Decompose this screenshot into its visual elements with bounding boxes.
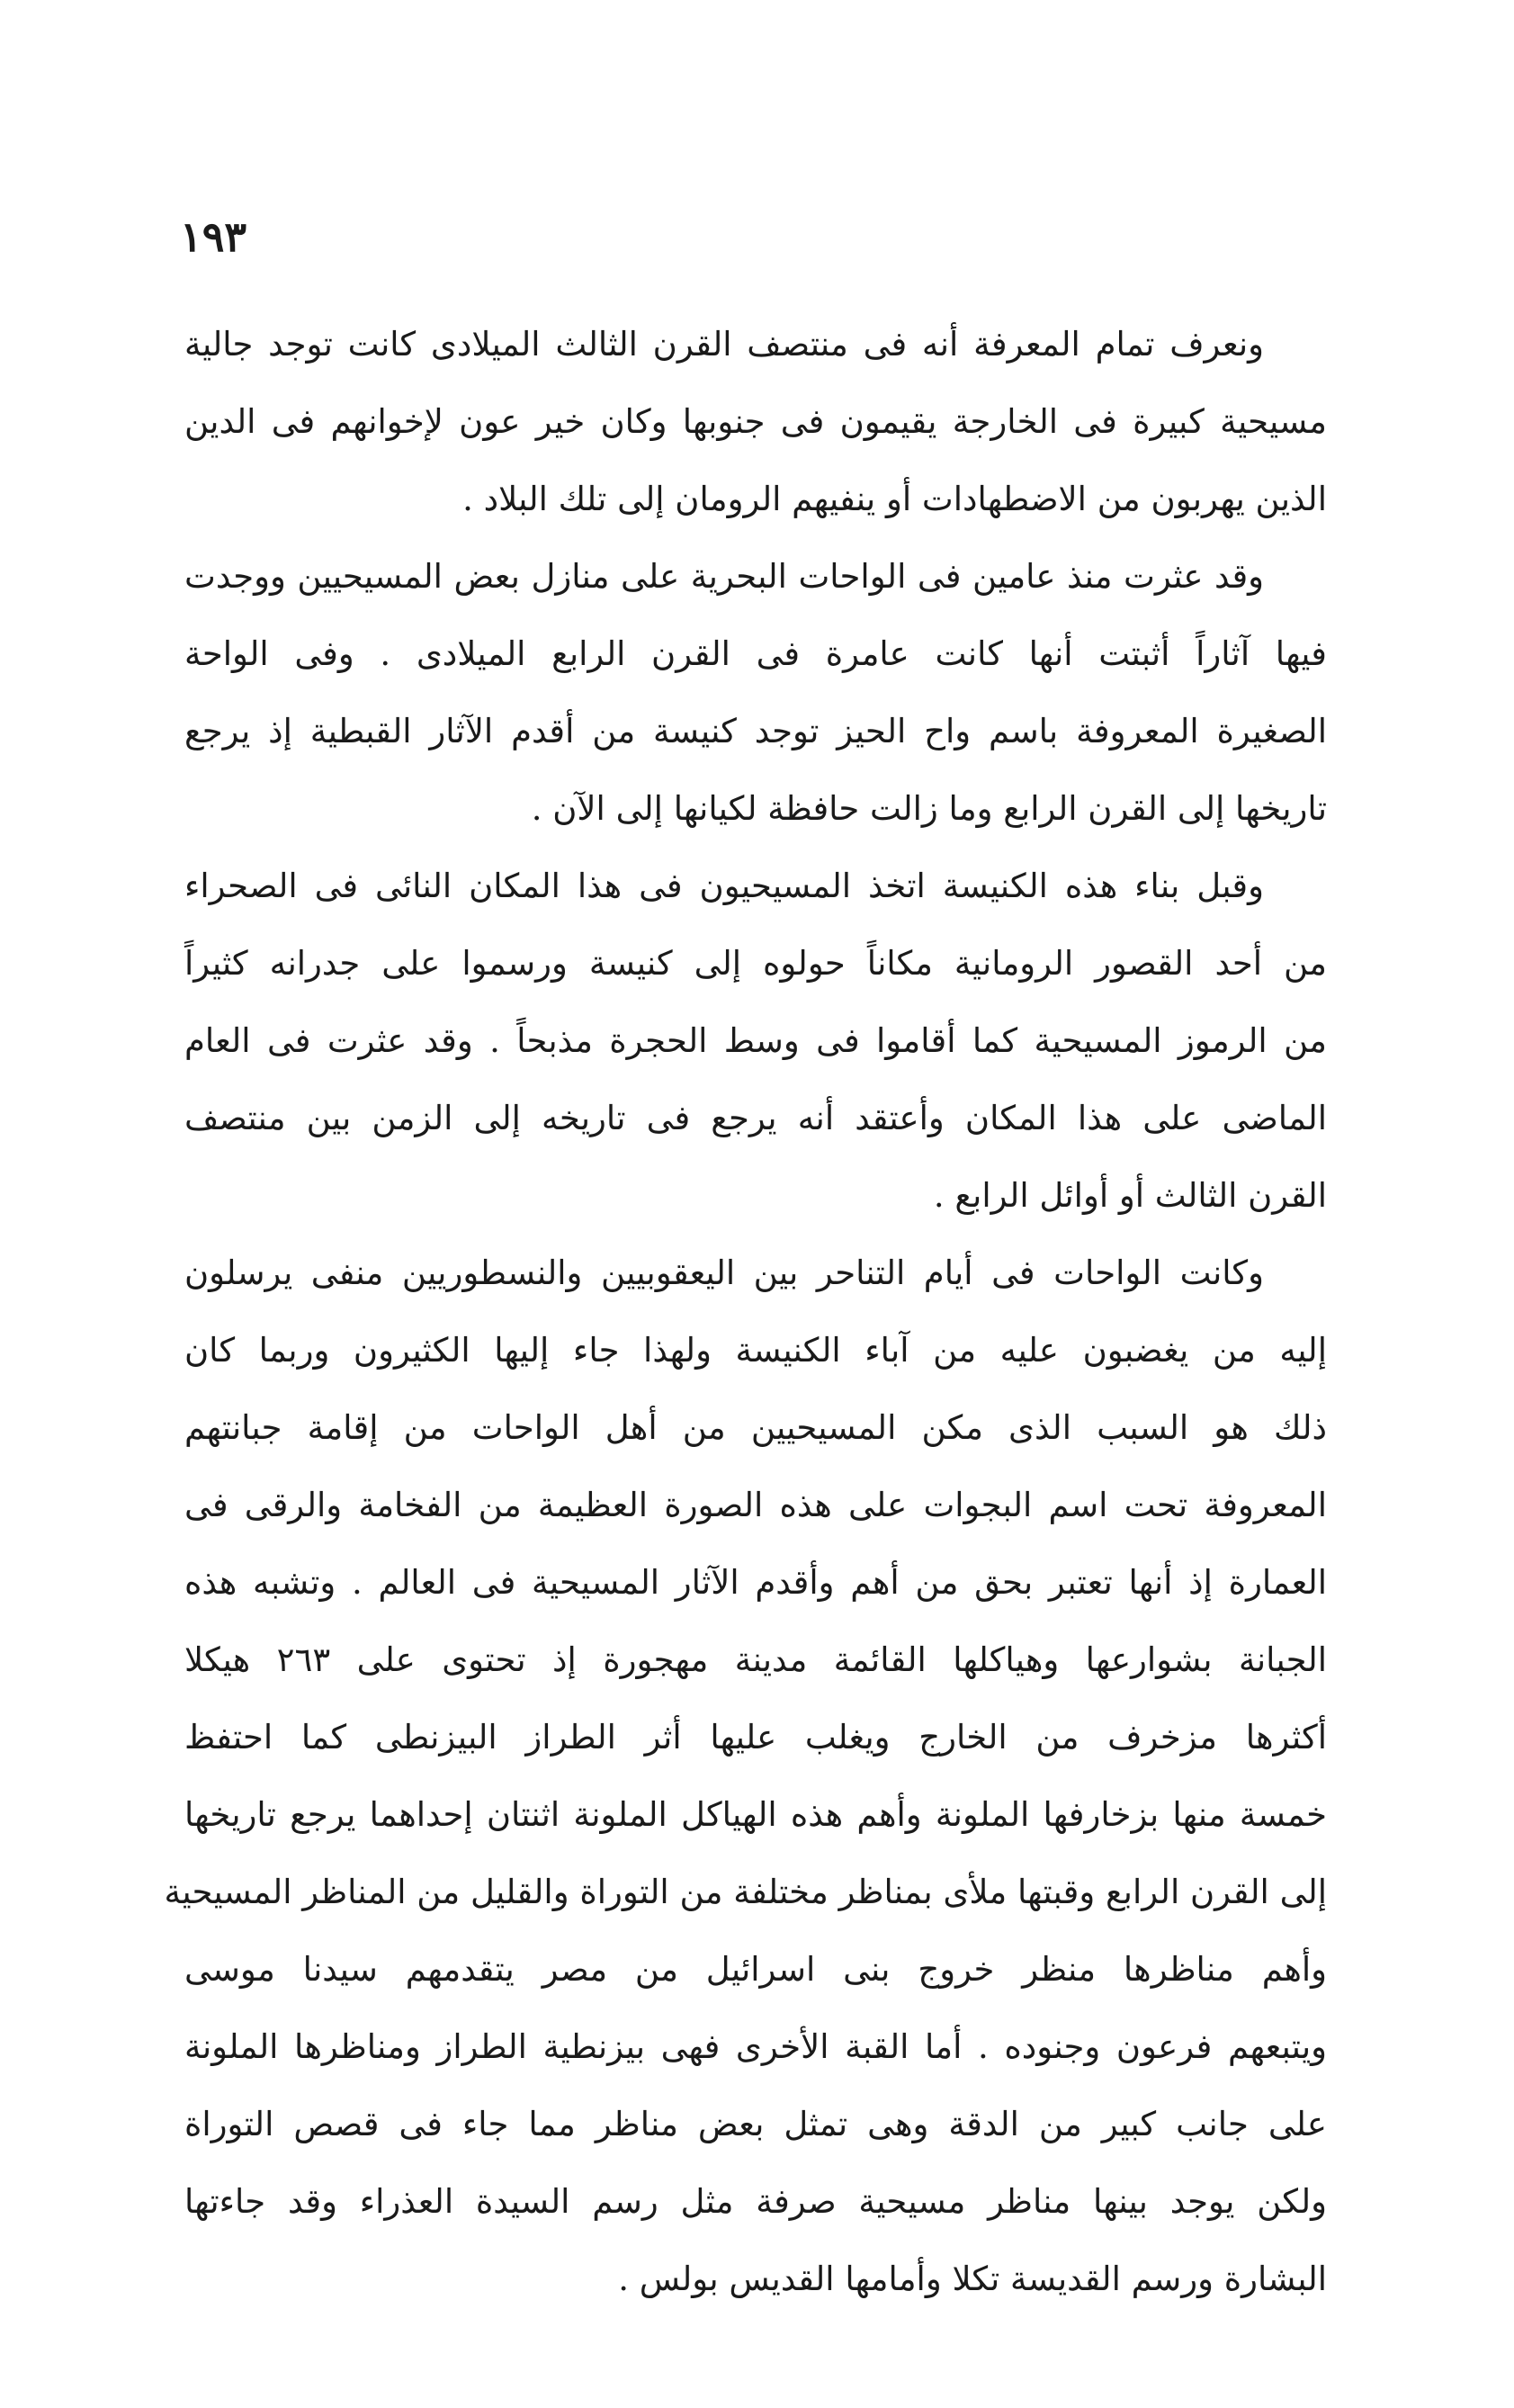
text-line: الصغيرة المعروفة باسم واح الحيز توجد كنيسة من أقدم الآثار القبطية إذ يرجع — [184, 712, 1327, 750]
text-line: وأهم مناظرها منظر خروج بنى اسرائيل من مصر يتقدمهم سيدنا موسى — [184, 1950, 1327, 1989]
text-line: وكانت الواحات فى أيام التناحر بين اليعقوبيين والنسطوريين منفى يرسلون — [184, 1253, 1264, 1292]
text-line: من الرموز المسيحية كما أقاموا فى وسط الحجرة مذبحاً . وقد عثرت فى العام — [184, 1021, 1327, 1060]
text-line: من أحد القصور الرومانية مكاناً حولوه إلى كنيسة ورسموا على جدرانه كثيراً — [184, 944, 1327, 983]
text-line: ويتبعهم فرعون وجنوده . أما القبة الأخرى فهى بيزنطية الطراز ومناظرها الملونة — [184, 2027, 1327, 2066]
text-line: الجبانة بشوارعها وهياكلها القائمة مدينة مهجورة إذ تحتوى على ٢٦٣ هيكلا — [184, 1640, 1328, 1679]
text-line: إليه من يغضبون عليه من آباء الكنيسة ولهذا جاء إليها الكثيرون وربما كان — [184, 1331, 1327, 1370]
text-line: المعروفة تحت اسم البجوات على هذه الصورة العظيمة من الفخامة والرقى فى — [184, 1486, 1327, 1524]
text-line: العمارة إذ أنها تعتبر بحق من أهم وأقدم الآثار المسيحية فى العالم . وتشبه هذه — [184, 1563, 1327, 1602]
text-line: أكثرها مزخرف من الخارج ويغلب عليها أثر الطراز البيزنطى كما احتفظ — [184, 1718, 1327, 1757]
text-line: فيها آثاراً أثبتت أنها كانت عامرة فى القرن الرابع الميلادى . وفى الواحة — [184, 634, 1327, 673]
paragraph — [184, 848, 1327, 1235]
paragraph — [184, 538, 1327, 848]
body-text — [164, 306, 1328, 2318]
text-line: تاريخها إلى القرن الرابع وما زالت حافظة لكيانها إلى الآن . — [531, 789, 1327, 828]
text-line: ذلك هو السبب الذى مكن المسيحيين من أهل الواحات من إقامة جبانتهم — [184, 1408, 1327, 1447]
text-line: على جانب كبير من الدقة وهى تمثل بعض مناظر مما جاء فى قصص التوراة — [184, 2105, 1327, 2143]
text-line: ونعرف تمام المعرفة أنه فى منتصف القرن الثالث الميلادى كانت توجد جالية — [184, 325, 1264, 364]
text-line: ولكن يوجد بينها مناظر مسيحية صرفة مثل رسم السيدة العذراء وقد جاءتها — [184, 2182, 1327, 2221]
paragraph — [164, 1235, 1328, 2318]
text-line: البشارة ورسم القديسة تكلا وأمامها القديس بولس . — [618, 2260, 1327, 2298]
text-line: إلى القرن الرابع وقبتها ملأى بمناظر مختلفة من التوراة والقليل من المناظر المسيحية — [164, 1873, 1327, 1911]
text-line: الذين يهربون من الاضطهادات أو ينفيهم الرومان إلى تلك البلاد . — [462, 480, 1327, 518]
page-number: ١٩٣ — [180, 212, 247, 261]
text-line: مسيحية كبيرة فى الخارجة يقيمون فى جنوبها وكان خير عون لإخوانهم فى الدين — [184, 402, 1327, 441]
text-line: وقبل بناء هذه الكنيسة اتخذ المسيحيون فى هذا المكان النائى فى الصحراء — [184, 867, 1264, 905]
text-line: القرن الثالث أو أوائل الرابع . — [933, 1176, 1327, 1215]
text-line: خمسة منها بزخارفها الملونة وأهم هذه الهياكل الملونة اثنتان إحداهما يرجع تاريخها — [184, 1795, 1327, 1834]
paragraph — [184, 306, 1327, 538]
text-line: الماضى على هذا المكان وأعتقد أنه يرجع فى تاريخه إلى الزمن بين منتصف — [184, 1099, 1327, 1137]
text-line: وقد عثرت منذ عامين فى الواحات البحرية على منازل بعض المسيحيين ووجدت — [184, 557, 1264, 596]
